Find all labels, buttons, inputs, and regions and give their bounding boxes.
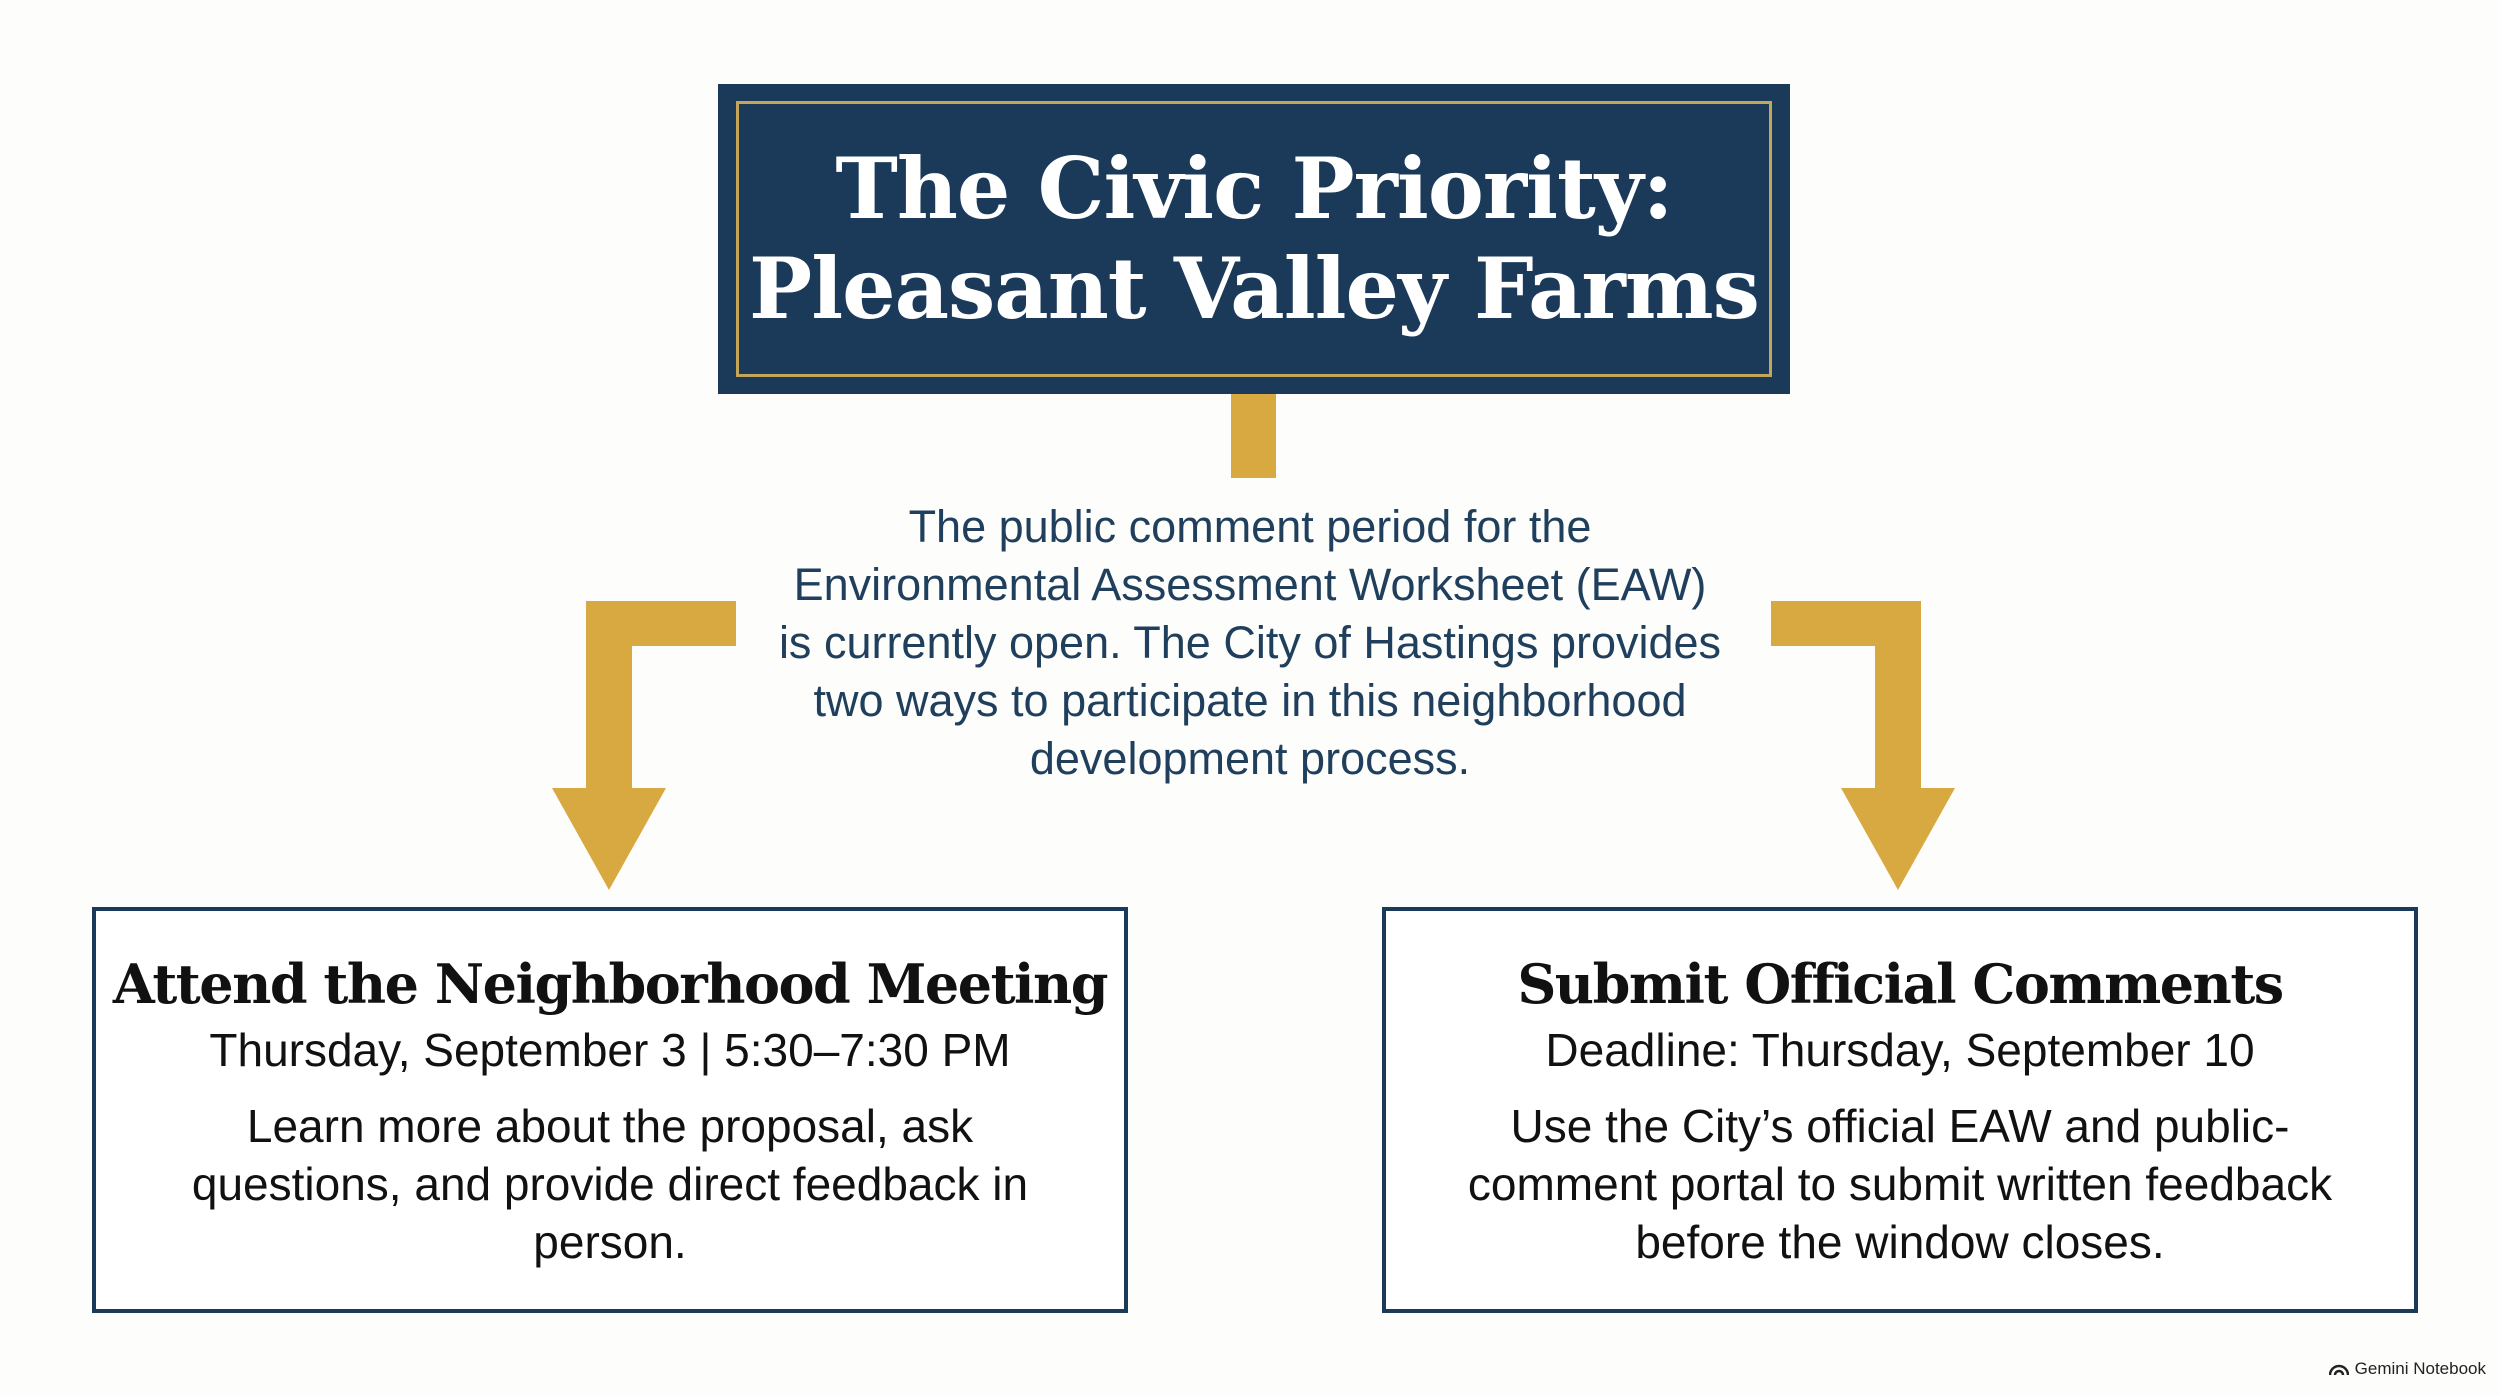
title-banner <box>718 84 1790 394</box>
meeting-card-date: Thursday, September 3 | 5:30–7:30 PM <box>209 1024 1011 1076</box>
comments-card-title: Submit Official Comments <box>1517 952 2283 1016</box>
notebook-logo-icon <box>2329 1362 2349 1376</box>
title-line-1: The Civic Priority: <box>835 139 1673 238</box>
connector-stem <box>1231 394 1276 478</box>
intro-line-5: development process. <box>1029 733 1471 784</box>
meeting-card-title: Attend the Neighborhood Meeting <box>112 952 1108 1016</box>
intro-line-2: Environmental Assessment Worksheet (EAW) <box>793 559 1707 610</box>
comments-card <box>1382 907 2418 1313</box>
intro-text <box>740 498 1760 788</box>
comments-card-description: Use the City’s official EAW and public-comment portal to submit written feedback before the window closes. <box>1467 1100 2333 1268</box>
watermark-text: Gemini Notebook <box>2354 1359 2486 1378</box>
intro-line-3: is currently open. The City of Hastings provides <box>778 617 1722 668</box>
arrow-right <box>1771 601 1955 890</box>
watermark <box>2329 1359 2486 1379</box>
meeting-card <box>92 907 1128 1313</box>
title-frame <box>736 101 1772 377</box>
intro-line-1: The public comment period for the <box>908 501 1592 552</box>
arrow-left <box>552 601 736 890</box>
title-line-2: Pleasant Valley Farms <box>749 239 1759 338</box>
intro-line-4: two ways to participate in this neighborhood <box>813 675 1687 726</box>
meeting-card-description: Learn more about the proposal, ask questions, and provide direct feedback in person. <box>191 1100 1029 1268</box>
comments-card-date: Deadline: Thursday, September 10 <box>1545 1024 2255 1076</box>
